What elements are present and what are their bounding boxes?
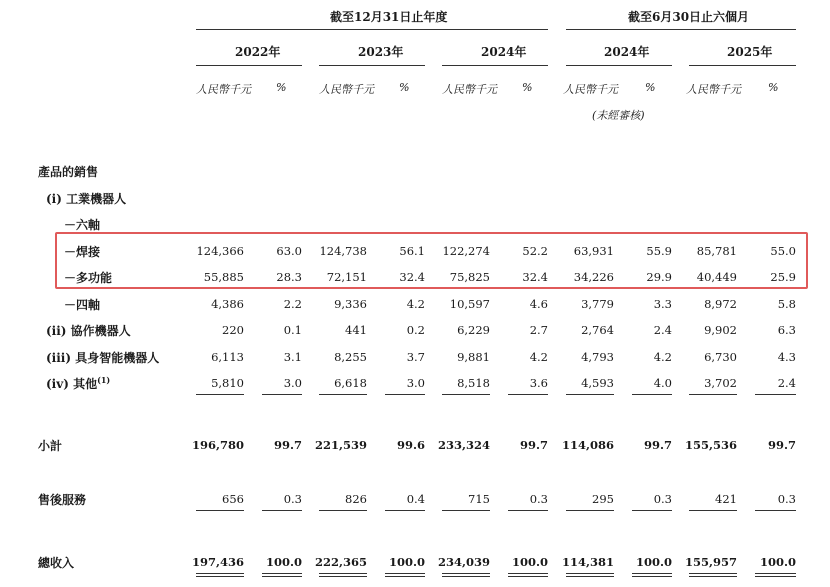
percent-cell: 4.2 <box>653 350 672 364</box>
rule-before-total <box>385 510 425 511</box>
double-rule-total <box>385 573 425 577</box>
amount-cell: 6,730 <box>704 350 737 364</box>
footnote-marker: (1) <box>97 375 111 385</box>
period-title-fy: 截至12月31日止年度 <box>330 10 448 24</box>
rule-before-subtotal <box>196 394 244 395</box>
amount-cell: 9,336 <box>334 297 367 311</box>
year-header-2024: 2024年 <box>481 45 527 59</box>
row-label-after-sales: 售後服務 <box>38 493 87 507</box>
amount-cell: 6,229 <box>457 323 490 337</box>
amount-cell: 234,039 <box>437 555 490 569</box>
amount-cell: 124,366 <box>196 244 244 258</box>
percent-cell: 2.4 <box>777 376 796 390</box>
percent-cell: 28.3 <box>276 270 302 284</box>
amount-cell: 3,702 <box>704 376 737 390</box>
amount-cell: 222,365 <box>314 555 367 569</box>
amount-cell: 8,972 <box>704 297 737 311</box>
double-rule-total <box>755 573 796 577</box>
unit-pct: % <box>276 81 287 94</box>
percent-cell: 25.9 <box>770 270 796 284</box>
percent-cell: 2.2 <box>283 297 302 311</box>
double-rule-total <box>566 573 614 577</box>
amount-cell: 9,881 <box>457 350 490 364</box>
unaudited-note: (未經審核) <box>592 109 645 122</box>
percent-cell: 100.0 <box>759 555 796 569</box>
percent-cell: 55.0 <box>770 244 796 258</box>
row-label-other-text: (iv) 其他 <box>46 377 98 391</box>
amount-cell: 8,255 <box>334 350 367 364</box>
unit-rmb: 人民幣千元 <box>319 83 374 96</box>
amount-cell: 196,780 <box>191 438 244 452</box>
unit-rmb: 人民幣千元 <box>563 83 618 96</box>
unit-pct: % <box>768 81 779 94</box>
amount-cell: 421 <box>715 492 737 506</box>
double-rule-total <box>689 573 737 577</box>
percent-cell: 99.7 <box>519 438 548 452</box>
percent-cell: 52.2 <box>522 244 548 258</box>
percent-cell: 0.3 <box>283 492 302 506</box>
amount-cell: 8,518 <box>457 376 490 390</box>
row-label-welding: －焊接 <box>64 245 101 259</box>
amount-cell: 2,764 <box>581 323 614 337</box>
rule-before-total <box>632 510 672 511</box>
percent-cell: 0.3 <box>653 492 672 506</box>
row-label-other <box>46 375 110 392</box>
double-rule-total <box>442 573 490 577</box>
amount-cell: 55,885 <box>203 270 244 284</box>
row-label-collab: (ii) 協作機器人 <box>46 324 131 338</box>
amount-cell: 85,781 <box>696 244 737 258</box>
amount-cell: 233,324 <box>437 438 490 452</box>
amount-cell: 72,151 <box>326 270 367 284</box>
percent-cell: 5.8 <box>777 297 796 311</box>
unit-rmb: 人民幣千元 <box>196 83 251 96</box>
percent-cell: 63.0 <box>276 244 302 258</box>
amount-cell: 75,825 <box>449 270 490 284</box>
amount-cell: 63,931 <box>573 244 614 258</box>
percent-cell: 0.2 <box>406 323 425 337</box>
rule-before-subtotal <box>262 394 302 395</box>
amount-cell: 6,113 <box>211 350 244 364</box>
rule-before-subtotal <box>755 394 796 395</box>
row-label-industrial: (i) 工業機器人 <box>46 192 127 206</box>
percent-cell: 0.4 <box>406 492 425 506</box>
percent-cell: 29.9 <box>646 270 672 284</box>
rule-before-subtotal <box>508 394 548 395</box>
percent-cell: 100.0 <box>265 555 302 569</box>
period-rule-h1 <box>566 29 796 30</box>
percent-cell: 4.0 <box>653 376 672 390</box>
percent-cell: 6.3 <box>777 323 796 337</box>
amount-cell: 5,810 <box>211 376 244 390</box>
amount-cell: 114,381 <box>561 555 614 569</box>
amount-cell: 4,593 <box>581 376 614 390</box>
rule-before-subtotal <box>689 394 737 395</box>
year-rule-2023 <box>319 65 425 66</box>
rule-before-total <box>755 510 796 511</box>
unit-pct: % <box>399 81 410 94</box>
amount-cell: 155,957 <box>684 555 737 569</box>
rule-before-subtotal <box>442 394 490 395</box>
highlight-box <box>55 232 808 289</box>
row-label-total: 總收入 <box>38 556 75 570</box>
amount-cell: 221,539 <box>314 438 367 452</box>
rule-before-subtotal <box>385 394 425 395</box>
rule-before-total <box>566 510 614 511</box>
percent-cell: 3.3 <box>653 297 672 311</box>
year-header-2024-h1: 2024年 <box>604 45 650 59</box>
row-label-embodied: (iii) 具身智能機器人 <box>46 351 160 365</box>
percent-cell: 100.0 <box>635 555 672 569</box>
percent-cell: 4.6 <box>529 297 548 311</box>
amount-cell: 3,779 <box>581 297 614 311</box>
percent-cell: 100.0 <box>511 555 548 569</box>
percent-cell: 4.3 <box>777 350 796 364</box>
percent-cell: 4.2 <box>529 350 548 364</box>
year-rule-2022 <box>196 65 302 66</box>
percent-cell: 100.0 <box>388 555 425 569</box>
amount-cell: 10,597 <box>449 297 490 311</box>
percent-cell: 56.1 <box>399 244 425 258</box>
rule-before-subtotal <box>566 394 614 395</box>
unit-rmb: 人民幣千元 <box>686 83 741 96</box>
row-label-multi: －多功能 <box>64 271 113 285</box>
unit-pct: % <box>645 81 656 94</box>
amount-cell: 715 <box>468 492 490 506</box>
percent-cell: 3.0 <box>283 376 302 390</box>
percent-cell: 4.2 <box>406 297 425 311</box>
period-title-h1: 截至6月30日止六個月 <box>628 10 750 24</box>
rule-before-total <box>262 510 302 511</box>
amount-cell: 6,618 <box>334 376 367 390</box>
row-label-subtotal: 小計 <box>38 439 63 453</box>
amount-cell: 34,226 <box>573 270 614 284</box>
rule-before-total <box>442 510 490 511</box>
amount-cell: 220 <box>222 323 244 337</box>
percent-cell: 3.6 <box>529 376 548 390</box>
double-rule-total <box>262 573 302 577</box>
rule-before-total <box>689 510 737 511</box>
percent-cell: 99.7 <box>767 438 796 452</box>
year-rule-2024 <box>442 65 548 66</box>
percent-cell: 0.1 <box>283 323 302 337</box>
percent-cell: 32.4 <box>522 270 548 284</box>
double-rule-total <box>319 573 367 577</box>
rule-before-subtotal <box>319 394 367 395</box>
year-rule-2024-h1 <box>566 65 672 66</box>
percent-cell: 3.0 <box>406 376 425 390</box>
double-rule-total <box>508 573 548 577</box>
rule-before-total <box>508 510 548 511</box>
amount-cell: 826 <box>345 492 367 506</box>
amount-cell: 656 <box>222 492 244 506</box>
amount-cell: 40,449 <box>696 270 737 284</box>
row-label-four-axis: －四軸 <box>64 298 101 312</box>
percent-cell: 0.3 <box>529 492 548 506</box>
year-header-2025-h1: 2025年 <box>727 45 773 59</box>
percent-cell: 2.4 <box>653 323 672 337</box>
year-header-2023: 2023年 <box>358 45 404 59</box>
amount-cell: 155,536 <box>684 438 737 452</box>
period-rule-fy <box>196 29 548 30</box>
year-rule-2025-h1 <box>689 65 796 66</box>
amount-cell: 124,738 <box>319 244 367 258</box>
section-title: 產品的銷售 <box>38 165 99 179</box>
amount-cell: 122,274 <box>442 244 490 258</box>
year-header-2022: 2022年 <box>235 45 281 59</box>
amount-cell: 197,436 <box>191 555 244 569</box>
double-rule-total <box>196 573 244 577</box>
rule-before-total <box>319 510 367 511</box>
percent-cell: 0.3 <box>777 492 796 506</box>
amount-cell: 4,386 <box>211 297 244 311</box>
percent-cell: 99.7 <box>273 438 302 452</box>
percent-cell: 3.7 <box>406 350 425 364</box>
unit-pct: % <box>522 81 533 94</box>
unit-rmb: 人民幣千元 <box>442 83 497 96</box>
percent-cell: 55.9 <box>646 244 672 258</box>
percent-cell: 3.1 <box>283 350 302 364</box>
amount-cell: 114,086 <box>561 438 614 452</box>
row-label-six-axis: －六軸 <box>64 218 101 232</box>
rule-before-total <box>196 510 244 511</box>
rule-before-subtotal <box>632 394 672 395</box>
amount-cell: 441 <box>345 323 367 337</box>
percent-cell: 32.4 <box>399 270 425 284</box>
percent-cell: 99.6 <box>396 438 425 452</box>
percent-cell: 2.7 <box>529 323 548 337</box>
amount-cell: 295 <box>592 492 614 506</box>
amount-cell: 4,793 <box>581 350 614 364</box>
double-rule-total <box>632 573 672 577</box>
amount-cell: 9,902 <box>704 323 737 337</box>
percent-cell: 99.7 <box>643 438 672 452</box>
